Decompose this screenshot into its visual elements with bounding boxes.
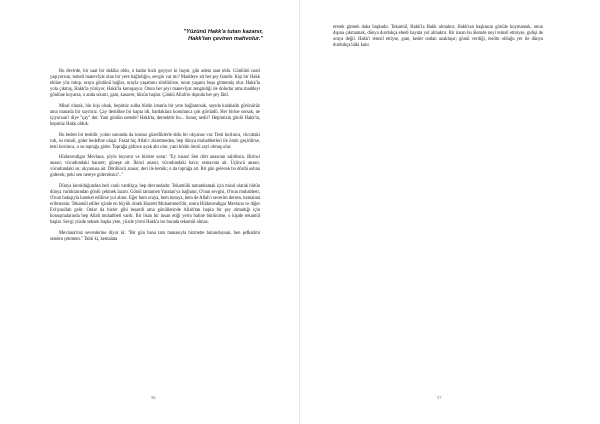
heading-line-1: "Yüzünü Hakk'a tutan kazanır, bbox=[183, 29, 263, 35]
paragraph: Bu beden bir testidir, yolun sonunda da sonsuz güzelliklerle dolu bir okyanus var. Testi kırılınca, vücuttaki ruh, su misali, gider hedefine ulaşır. Fakat hiç Allah'ı zikretmeden, hep dünya muhabbetleri ile ömür geçirilirse, testi kırılınca, o su toprağa gider. Toprağa gidince ayak altı olur, yani bütün ömrü zayi olmuş olur. bbox=[50, 132, 260, 150]
paragraph: Misal olarak, bin kişi olsak, hepimiz sulha bütün imanla bir yere bağlanırsak, sayıda kalabalık görünürüz ama manada bir sayılırız. Çay demlikte bir kapta idi, bardaklara konulunca çok göründü. Her birine sorsak, ne içiyorsun? diye "çay" der. Yani gönlün nerede? Hakk'ta, demekttir bu... Sonuç nedir? Hepimizin gönlü Hakk'ta, hepimiz Hakk olduk. bbox=[50, 103, 260, 127]
paragraph: Mevlana'mız sevenlerine diyor ki: "Bir gün bana tam manasıyla hizmette bulunduysan, ben şefkatimi senden çekmem." Tabii ki, kemalata bbox=[50, 231, 260, 243]
right-page bbox=[300, 0, 600, 424]
paragraph: ererek gitmek daha başkadır. Tekamül, Hakk'la Hakk olmaktır, Hakk'tan başkasını gönüle koymamak, onun dışına çıkmamak, dünya durdukça ebedi hayata yol almaktır. Bir insan bu âlemde neyi temsil etmiyse, gidişi de oraya değil. Hakk'ı temsil ettiyse, gam, keder ondan uzaklaşır; gönül verdiği, teslim olduğu yer ile dünya durdukça bâki kalır. bbox=[333, 25, 543, 49]
page-number-right: 57 bbox=[437, 395, 442, 400]
page-number-left: 56 bbox=[151, 395, 156, 400]
paragraph: Bu devirde, bir saat bir dakika oldu, o kadar hızlı geçiyor ki hayat, gün adeta saat oldu. Gönlünü nasıl yaşıyorsun, temeli manevîyat olan bir yere bağlıdığın, sevgin var mı? Maddeye ait her şey fanidir. Kişi bir Hakk ehline yüz tutup, oraya gönlünü bağlar, orayla yaşamını sürdürürse, onun yaşamı boşa gitmemiş olur. Hakk'la yola çıkmış, Hakk'la yürüyor, Hakk'la konuşuyor. Onun her şeyi manevîyat zenginliği ile doludur ama maddeyi gönlüne koyarsa, o anda sıkıntı, gam, kasavet, hüzün başlar. Çünkü Allah'ın dışında her şey fânî. bbox=[50, 69, 260, 99]
heading-line-2: Hakk'tan çeviren mahvolur." bbox=[188, 36, 263, 42]
paragraph: Hüdavendigar Mevlana, şöyle buyurur ve bizlere sorar: "Ey insan! Sen dört anasının sahibisin. Birinci anasır, vücudundaki hararet; güneşe ait. İkinci anasır, vücudundaki hava; semavata ait. Üçüncü anasır, vücudundaki su; okyanusa ait. Dördüncü anasır, deri ile kemik; o da toprağa ait. Bir gün gelecek bu dördü aslına gidecek; peki sen nereye gideceksin?.." bbox=[50, 155, 260, 179]
paragraph: Dünya kurulduğundan beri canlı vardıkça; hep devrandadır. Tekamülü tamamlamak için misal olarak bütün dünya varlıklarından gönlü çekmek lazım. Gönül tamamen Yaratan'ya bağlanır, O'nun sevgisi, O'nun muhabbeti, O'nun bakışıyla hareket edilirse yol alınır. Eğer hem oraya, hem buraya, hem de Allah'ı severim dersen, kemalata erilmezsin. Tekamül ediler içinde en büyük örnek Hazreti Muhammed'dir, sonra Hüdavendigar Mevlana ve diğer Evliyaullah gelir. Onlar da bizler gibi beşerdi ama gönüllerinde Allah'tan başka bir şey olmadığı için konuşmalarında hep Allah muhabbeti vardı. Bir lisan bir insan etiği yerin haline bürünürse, o kişide tekamül başlar. Sevgi yüzde seksen başka yere, yüzde yirmi Hakk'a ise burada tekamül olmaz. bbox=[50, 184, 260, 226]
right-body-text bbox=[333, 25, 543, 54]
left-body-text bbox=[50, 69, 260, 248]
chapter-heading-quote bbox=[83, 29, 263, 43]
